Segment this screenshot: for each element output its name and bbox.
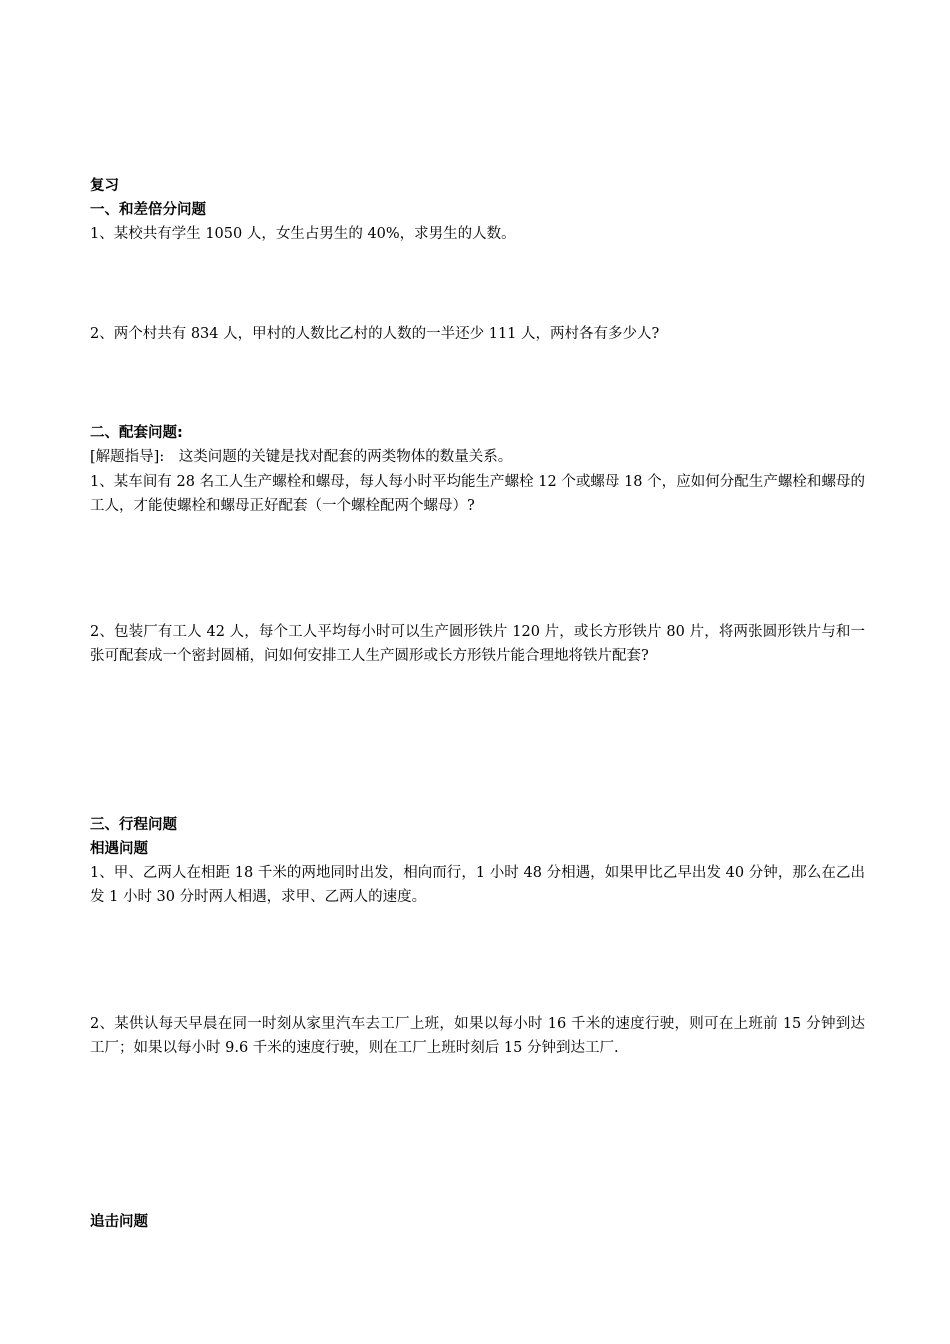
section-2-question-1: 1、某车间有 28 名工人生产螺栓和螺母，每人每小时平均能生产螺栓 12 个或螺母 18 个，应如何分配生产螺栓和螺母的工人，才能使螺栓和螺母正好配套（一个螺栓配两个螺母）? <box>90 474 865 514</box>
review-title: 复习 <box>90 178 119 194</box>
section-3-question-1: 1、甲、乙两人在相距 18 千米的两地同时出发，相向而行，1 小时 48 分相遇，如果甲比乙早出发 40 分钟，那么在乙出发 1 小时 30 分时两人相遇，求甲、乙两人的速度。 <box>90 865 865 905</box>
section-1-heading: 一、和差倍分问题 <box>90 202 206 218</box>
section-2-question-2: 2、包装厂有工人 42 人，每个工人平均每小时可以生产圆形铁片 120 片，或长方形铁片 80 片，将两张圆形铁片与和一张可配套成一个密封圆桶，问如何安排工人生产圆形或长方形铁片能合理地将铁片配套? <box>90 624 865 664</box>
section-2-guide: [解题指导]: 这类问题的关键是找对配套的两类物体的数量关系。 <box>90 449 513 465</box>
section-3-heading: 三、行程问题 <box>90 817 177 833</box>
section-2-heading: 二、配套问题: <box>90 425 183 441</box>
section-1-question-1: 1、某校共有学生 1050 人，女生占男生的 40%，求男生的人数。 <box>90 226 516 242</box>
subsection-chase-heading: 追击问题 <box>90 1214 148 1230</box>
section-1-question-2: 2、两个村共有 834 人，甲村的人数比乙村的人数的一半还少 111 人，两村各有多少人? <box>90 326 660 342</box>
subsection-meeting-heading: 相遇问题 <box>90 841 148 857</box>
section-3-question-2: 2、某供认每天早晨在同一时刻从家里汽车去工厂上班，如果以每小时 16 千米的速度行驶，则可在上班前 15 分钟到达工厂；如果以每小时 9.6 千米的速度行驶，则在工厂上班时刻后 15 分钟到达工厂. <box>90 1016 865 1056</box>
